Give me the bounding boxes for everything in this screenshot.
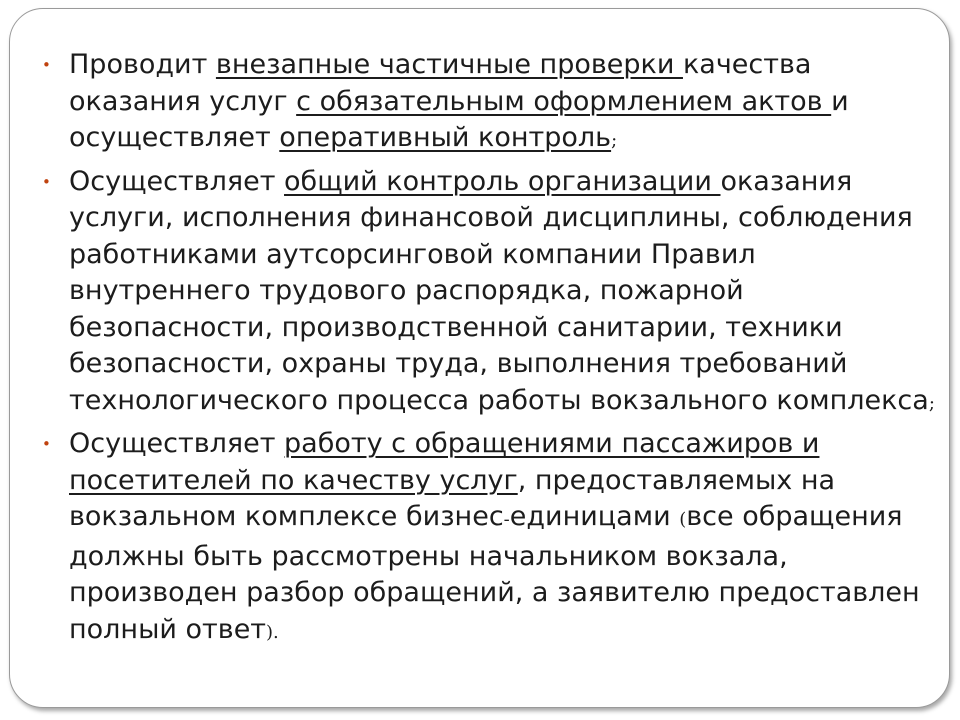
underlined-phrase: оперативный контроль [279,122,612,153]
punctuation: - [503,509,510,530]
punctuation: ). [266,621,279,643]
text-segment: оказания услуги, исполнения финансовой дисциплины, соблюдения работниками аутсорсинговой компании Правил внутреннего трудового распорядка, пожарной безопасности, производственной санитарии, техники безопасности, охраны труда, выполнения требований технологического процесса работы вокзального комплекса [69,165,929,416]
text-segment: Осуществляет [69,428,285,459]
text-segment: единицами [509,501,680,532]
text-segment: Осуществляет [69,165,285,197]
bullet-item [38,426,943,651]
underlined-phrase: с обязательным оформлением актов [296,85,832,117]
text-segment: Проводит [69,49,216,80]
text-segment: , предоставляемых на вокзальном комплексе бизнес [69,464,836,532]
text-segment: все обращения должны быть рассмотрены начальником вокзала, производен разбор обращений, а заявителю предоставлен полный ответ [69,501,920,645]
text-segment: и осуществляет [69,85,849,153]
bullet-item [38,47,943,160]
bullet-marker: • [42,172,51,191]
bullet-item [38,164,943,423]
slide-frame [9,8,950,708]
punctuation: ( [679,509,687,530]
bullet-marker: • [42,435,51,453]
bullet-marker: • [42,56,51,74]
underlined-phrase: работу с обращениями пассажиров и посетителей по качеству услуг [69,428,820,496]
punctuation: ; [611,130,618,151]
underlined-phrase: внезапные частичные проверки [215,49,683,80]
punctuation: ; [928,392,935,414]
bullet-list [38,47,943,655]
text-segment: качества оказания услуг [69,49,812,117]
underlined-phrase: общий контроль организации [284,165,721,197]
